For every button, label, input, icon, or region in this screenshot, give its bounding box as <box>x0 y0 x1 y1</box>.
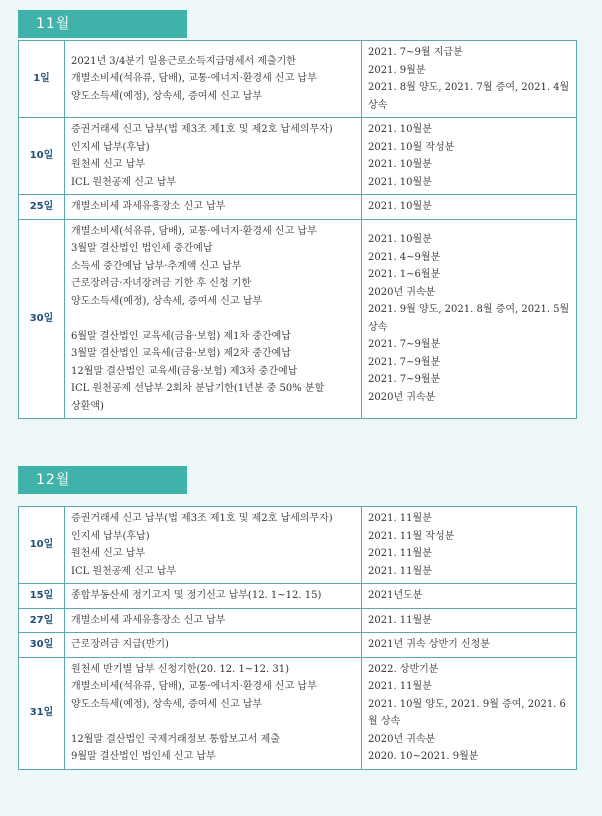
due-day: 15일 <box>19 584 65 609</box>
period-item: 2021. 10월분 <box>368 176 432 188</box>
period-list <box>362 118 577 195</box>
period-item: 2021. 10월분 <box>368 201 432 212</box>
period-item: 2021. 10월분 <box>368 124 432 135</box>
period-item: 2020년 귀속분 <box>368 391 436 403</box>
task-item: 개별소비세(석유류, 담배), 교통·에너지·환경세 신고 납부 <box>71 681 317 692</box>
schedule-row <box>19 118 577 195</box>
task-list <box>65 608 362 633</box>
period-item: 2021. 7~9월분 <box>368 374 441 386</box>
november-schedule-table <box>18 40 577 419</box>
task-item: 양도소득세(예정), 상속세, 증여세 신고 납부 <box>71 698 263 710</box>
due-day: 25일 <box>19 195 65 220</box>
task-item: 개별소비세(석유류, 담배), 교통·에너지·환경세 신고 납부 <box>71 225 317 237</box>
period-list <box>362 195 577 220</box>
due-day: 1일 <box>19 41 65 118</box>
period-item: 2021. 4~9월분 <box>368 251 441 263</box>
task-item: 2021년 3/4분기 일용근로소득지급명세서 제출기한 <box>71 55 296 67</box>
task-list <box>65 118 362 195</box>
december-rows <box>19 507 577 770</box>
period-item: 2021. 7~9월 지급분 <box>368 47 463 58</box>
task-item: 인지세 납부(후납) <box>71 141 150 153</box>
period-item: 2020년 귀속분 <box>368 286 436 298</box>
period-item: 2021. 10월 양도, 2021. 9월 증여, 2021. 6월 상속 <box>368 698 566 727</box>
period-item: 2021. 7~9월분 <box>368 356 441 368</box>
schedule-row <box>19 584 577 609</box>
period-item: 2021. 10월분 <box>368 234 432 246</box>
period-item: 2020. 10~2021. 9월분 <box>368 751 479 762</box>
task-item: 개별소비세 과세유흥장소 신고 납부 <box>71 201 226 212</box>
period-item: 2021. 11월분 <box>368 681 432 692</box>
period-list <box>362 633 577 658</box>
task-item: 증권거래세 신고 납부(법 제3조 제1호 및 제2호 납세의무자) <box>71 513 333 524</box>
task-item: 증권거래세 신고 납부(법 제3조 제1호 및 제2호 납세의무자) <box>71 124 333 135</box>
schedule-row <box>19 633 577 658</box>
task-item: 12월말 결산법인 국제거래정보 통합보고서 제출 <box>71 733 280 745</box>
due-day: 27일 <box>19 608 65 633</box>
schedule-row <box>19 608 577 633</box>
task-list <box>65 657 362 769</box>
period-item: 2021. 10월분 <box>368 159 432 170</box>
task-item: 근로장려금 지급(반기) <box>71 639 169 650</box>
task-item: ICL 원천공제 선납부 2회차 분납기한(1년분 중 50% 분할 <box>71 383 325 394</box>
schedule-row <box>19 507 577 584</box>
due-day: 30일 <box>19 633 65 658</box>
month-header-november: 11월 <box>18 10 187 38</box>
due-day: 10일 <box>19 507 65 584</box>
period-item: 2021년 귀속 상반기 신청분 <box>368 639 490 650</box>
period-item: 2021. 9월 양도, 2021. 8월 증여, 2021. 5월 상속 <box>368 304 570 333</box>
period-item: 2021. 7~9월분 <box>368 339 441 351</box>
period-item: 2021. 1~6월분 <box>368 269 441 281</box>
task-item: ICL 원천공제 신고 납부 <box>71 176 177 188</box>
task-item: 개별소비세(석유류, 담배), 교통·에너지·환경세 신고 납부 <box>71 73 317 85</box>
schedule-row <box>19 41 577 118</box>
task-item: 개별소비세 과세유흥장소 신고 납부 <box>71 614 226 626</box>
period-item: 2021. 11월 작성분 <box>368 530 455 542</box>
period-list <box>362 219 577 419</box>
period-list <box>362 584 577 609</box>
month-header-december: 12월 <box>18 466 187 494</box>
period-item: 2021. 11월분 <box>368 565 432 577</box>
due-day: 30일 <box>19 219 65 419</box>
period-item: 2021. 11월분 <box>368 614 432 626</box>
task-item: 양도소득세(예정), 상속세, 증여세 신고 납부 <box>71 295 263 307</box>
task-item <box>71 310 355 328</box>
task-item: 인지세 납부(후납) <box>71 530 150 542</box>
period-item: 2021. 11월분 <box>368 513 432 524</box>
task-item: 9월말 결산법인 법인세 신고 납부 <box>71 751 216 762</box>
due-day: 10일 <box>19 118 65 195</box>
period-item: 2021. 11월분 <box>368 548 432 559</box>
task-item: 6월말 결산법인 교육세(금융·보험) 제1차 중간예납 <box>71 330 291 342</box>
period-item: 2021년도분 <box>368 590 423 601</box>
period-item: 2021. 8월 양도, 2021. 7월 증여, 2021. 4월 상속 <box>368 82 570 111</box>
task-list <box>65 41 362 118</box>
task-item: 원천세 반기별 납부 신청기한(20. 12. 1~12. 31) <box>71 663 289 675</box>
task-item: 3월말 결산법인 교육세(금융·보험) 제2차 중간예납 <box>71 348 291 359</box>
task-item: 종합부동산세 정기고지 및 정기신고 납부(12. 1~12. 15) <box>71 590 322 601</box>
task-item: 양도소득세(예정), 상속세, 증여세 신고 납부 <box>71 90 263 102</box>
task-item: 3월말 결산법인 법인세 중간예납 <box>71 243 213 254</box>
period-list <box>362 507 577 584</box>
task-item: 상환액) <box>71 400 104 412</box>
period-list <box>362 657 577 769</box>
task-list <box>65 195 362 220</box>
due-day: 31일 <box>19 657 65 769</box>
period-item: 2021. 10월 작성분 <box>368 141 455 153</box>
task-item: 12월말 결산법인 교육세(금융·보험) 제3차 중간예납 <box>71 365 298 377</box>
task-list <box>65 584 362 609</box>
task-item: ICL 원천공제 신고 납부 <box>71 565 177 577</box>
task-item: 원천세 신고 납부 <box>71 159 145 170</box>
task-item: 소득세 중간예납 납부·추계액 신고 납부 <box>71 260 242 272</box>
task-list <box>65 219 362 419</box>
task-list <box>65 507 362 584</box>
december-schedule-table <box>18 506 577 770</box>
task-item <box>71 713 355 731</box>
period-list <box>362 41 577 118</box>
period-item: 2022. 상반기분 <box>368 663 439 675</box>
november-rows <box>19 41 577 419</box>
period-list <box>362 608 577 633</box>
schedule-row <box>19 195 577 220</box>
schedule-row <box>19 219 577 419</box>
task-item: 원천세 신고 납부 <box>71 548 145 559</box>
task-item: 근로장려금·자녀장려금 기한 후 신청 기한 <box>71 278 252 289</box>
period-item: 2020년 귀속분 <box>368 733 436 745</box>
task-list <box>65 633 362 658</box>
period-item: 2021. 9월분 <box>368 64 426 76</box>
schedule-row <box>19 657 577 769</box>
